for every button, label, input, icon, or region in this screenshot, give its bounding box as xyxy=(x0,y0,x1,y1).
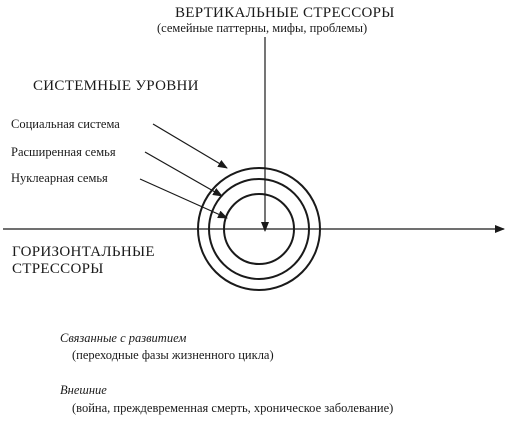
external-heading: Внешние xyxy=(60,383,107,397)
vertical-stressors-subtitle: (семейные паттерны, мифы, проблемы) xyxy=(157,21,368,35)
external-detail: (война, преждевременная смерть, хроническое заболевание) xyxy=(72,401,394,415)
vertical-stressors-title: ВЕРТИКАЛЬНЫЕ СТРЕССОРЫ xyxy=(175,5,395,21)
horizontal-stressors-line2: СТРЕССОРЫ xyxy=(12,261,104,277)
social-system-arrow xyxy=(153,124,227,168)
developmental-heading: Связанные с развитием xyxy=(60,331,187,345)
level-label-extended-family: Расширенная семья xyxy=(11,145,116,159)
developmental-detail: (переходные фазы жизненного цикла) xyxy=(72,348,274,362)
level-label-social-system: Социальная система xyxy=(11,117,120,131)
horizontal-stressors-line1: ГОРИЗОНТАЛЬНЫЕ xyxy=(12,244,155,260)
nuclear-family-arrow xyxy=(140,179,227,218)
level-label-nuclear-family: Нуклеарная семья xyxy=(11,171,108,185)
system-levels-title: СИСТЕМНЫЕ УРОВНИ xyxy=(33,78,199,94)
